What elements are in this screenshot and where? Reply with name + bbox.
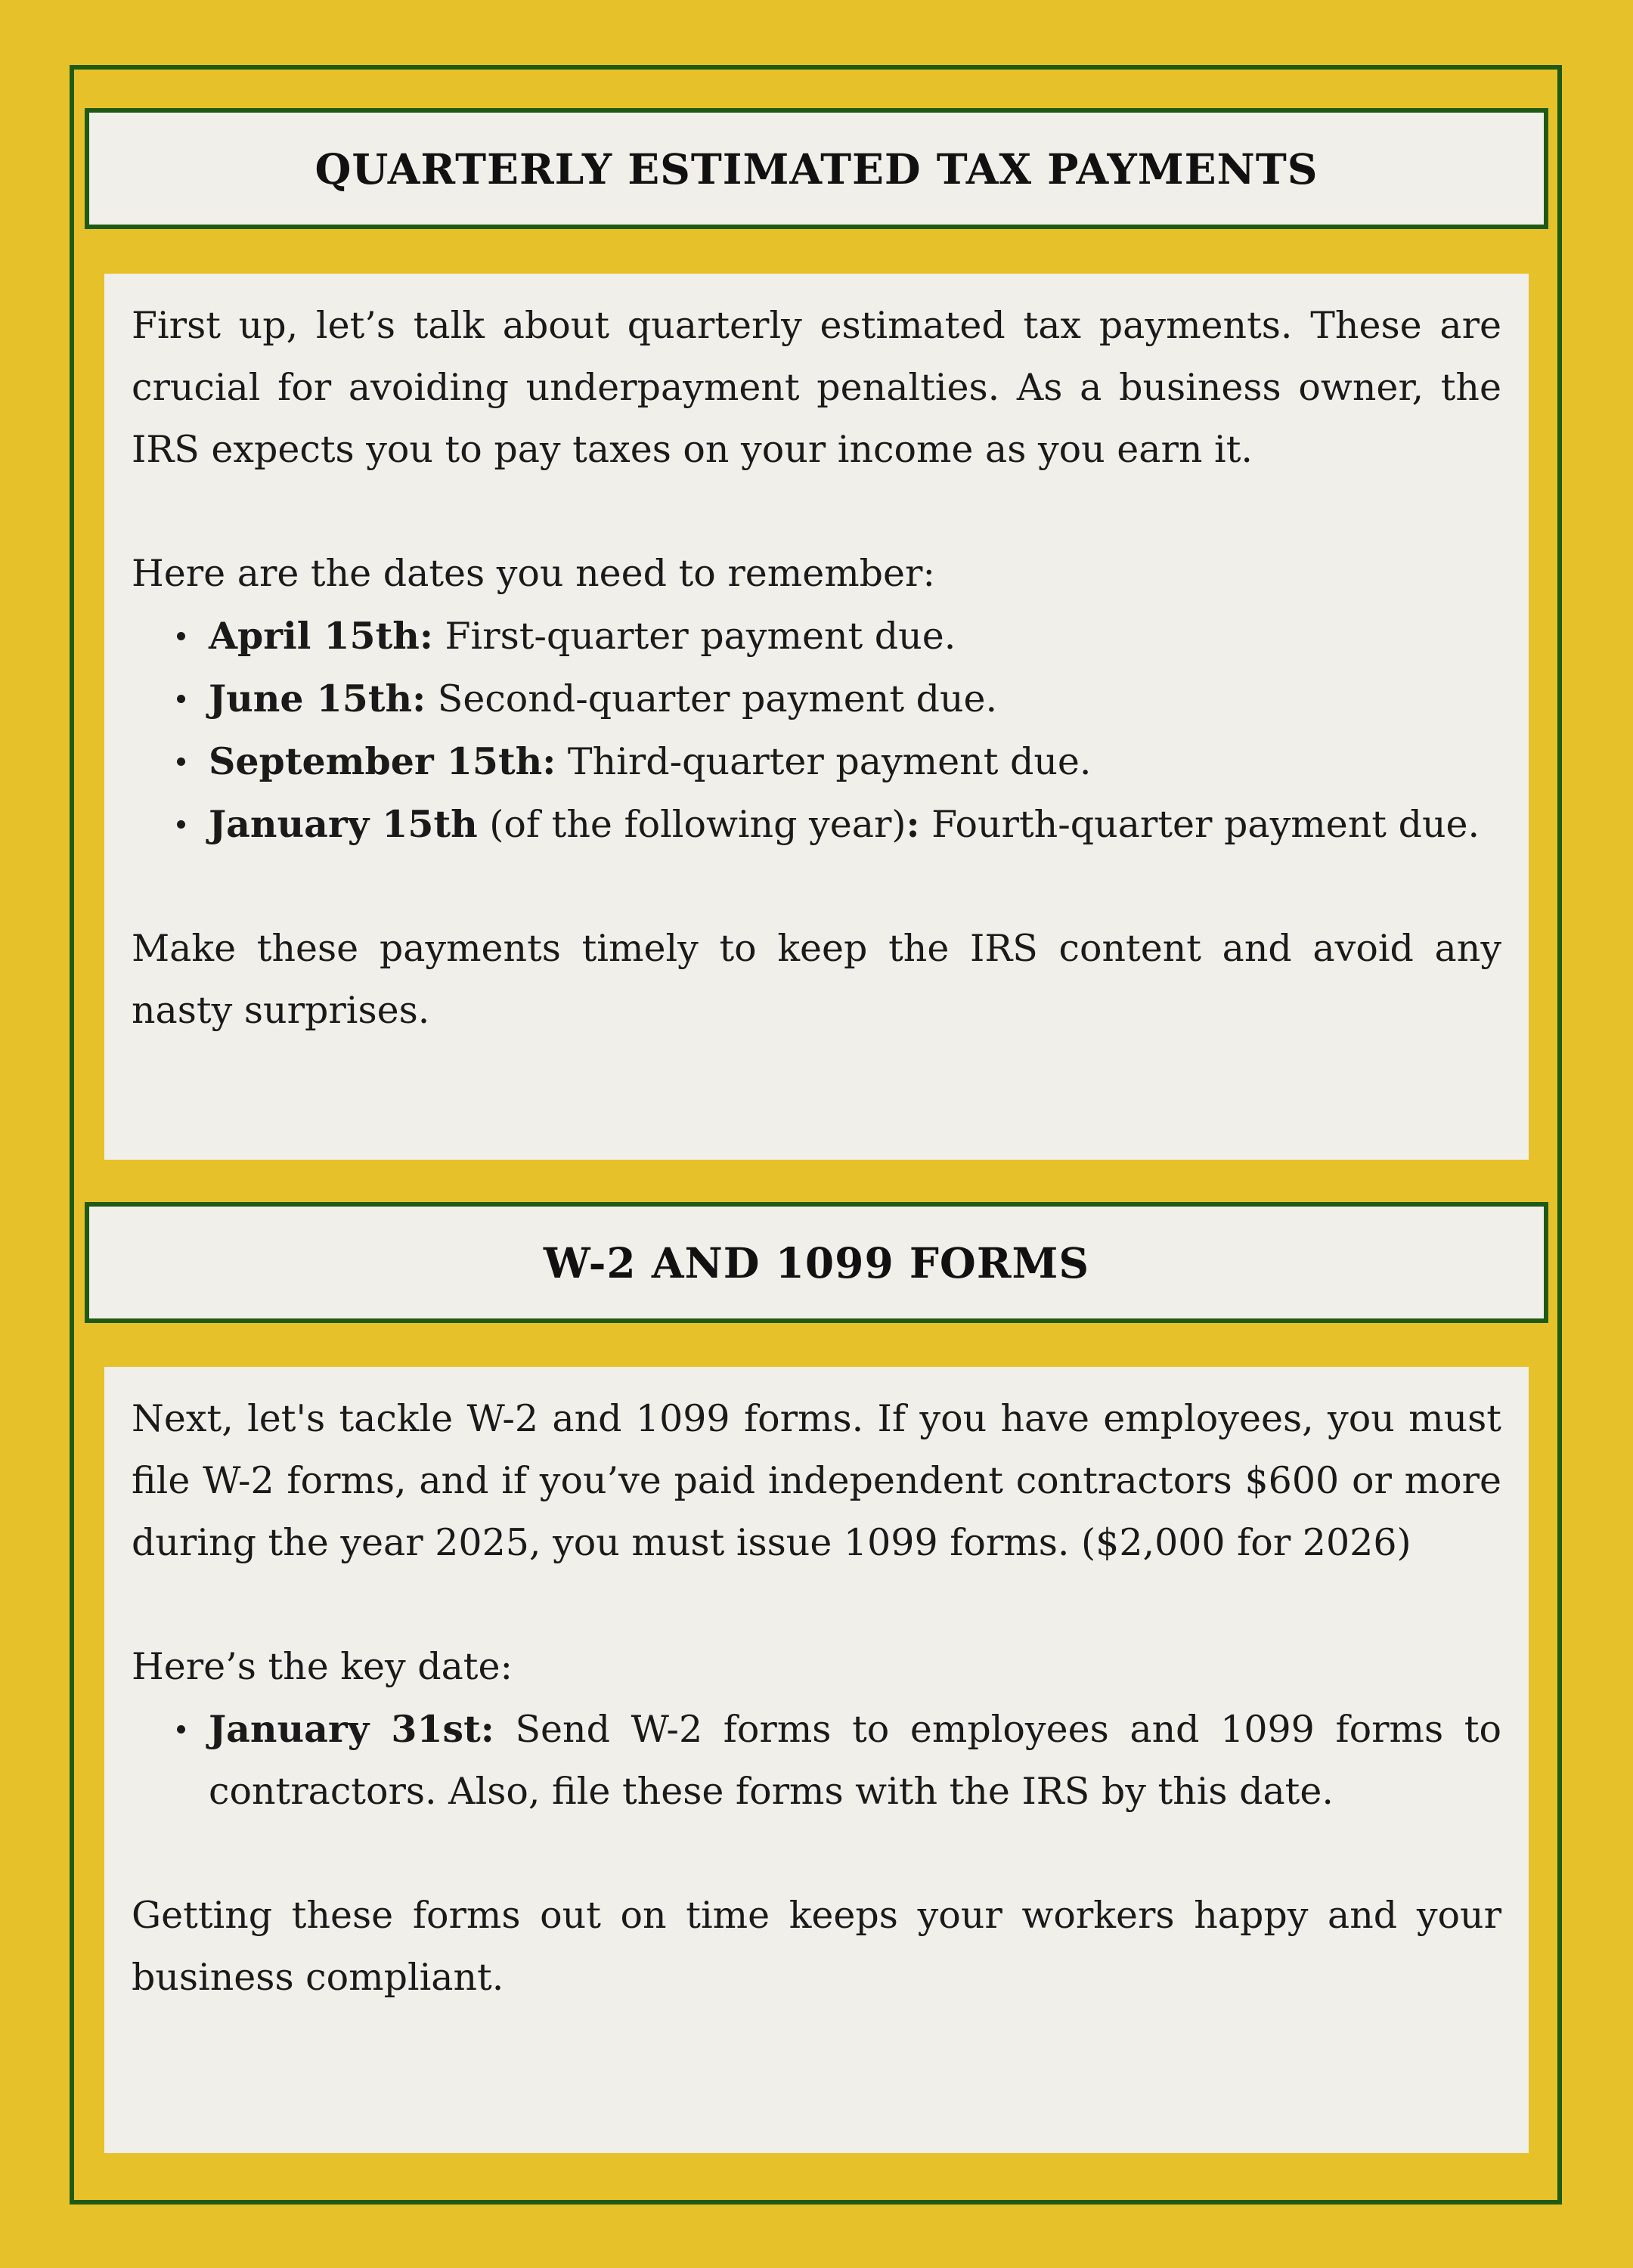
date-label: January 31st:: [209, 1707, 494, 1751]
intro-paragraph: Next, let's tackle W-2 and 1099 forms. If you have employees, you must file W-2 forms, and if you’ve paid independent contractors $600 or more during the year 2025, you must issue 1099 forms. ($2,000 for 2026): [132, 1397, 1501, 1564]
section-title: QUARTERLY ESTIMATED TAX PAYMENTS: [315, 144, 1318, 194]
date-description: Second-quarter payment due.: [426, 677, 998, 720]
key-date-list: [132, 1698, 1501, 1823]
date-label: January 15th: [209, 802, 478, 846]
date-label: September 15th:: [209, 739, 556, 783]
due-dates-list: [132, 605, 1501, 856]
list-item: [209, 793, 1501, 856]
section-heading-quarterly: [85, 108, 1548, 229]
date-label: April 15th:: [209, 614, 433, 658]
closing-paragraph: Make these payments timely to keep the IRS content and avoid any nasty surprises.: [132, 927, 1501, 1032]
date-description: Fourth-quarter payment due.: [919, 803, 1480, 846]
list-item: [209, 668, 1501, 730]
date-colon: :: [906, 802, 920, 846]
closing-paragraph: Getting these forms out on time keeps your workers happy and your business compliant.: [132, 1894, 1501, 1999]
section-heading-forms: [85, 1202, 1548, 1323]
date-description: First-quarter payment due.: [432, 615, 956, 658]
dates-lead: Here’s the key date:: [132, 1645, 513, 1688]
date-qualifier: (of the following year): [477, 803, 906, 846]
list-item: [209, 1698, 1501, 1823]
date-description: Send W-2 forms to employees and 1099 forms to contractors. Also, file these forms with the IRS by this date.: [209, 1708, 1501, 1813]
list-item: [209, 730, 1501, 793]
date-label: June 15th:: [209, 677, 426, 720]
section-body-quarterly: [104, 274, 1529, 1160]
date-description: Third-quarter payment due.: [556, 740, 1092, 783]
section-body-forms: [104, 1367, 1529, 2153]
list-item: [209, 605, 1501, 668]
section-title: W-2 AND 1099 FORMS: [543, 1238, 1090, 1287]
intro-paragraph: First up, let’s talk about quarterly estimated tax payments. These are crucial for avoiding underpayment penalties. As a business owner, the IRS expects you to pay taxes on your income as you earn it.: [132, 304, 1501, 471]
dates-lead: Here are the dates you need to remember:: [132, 552, 935, 595]
